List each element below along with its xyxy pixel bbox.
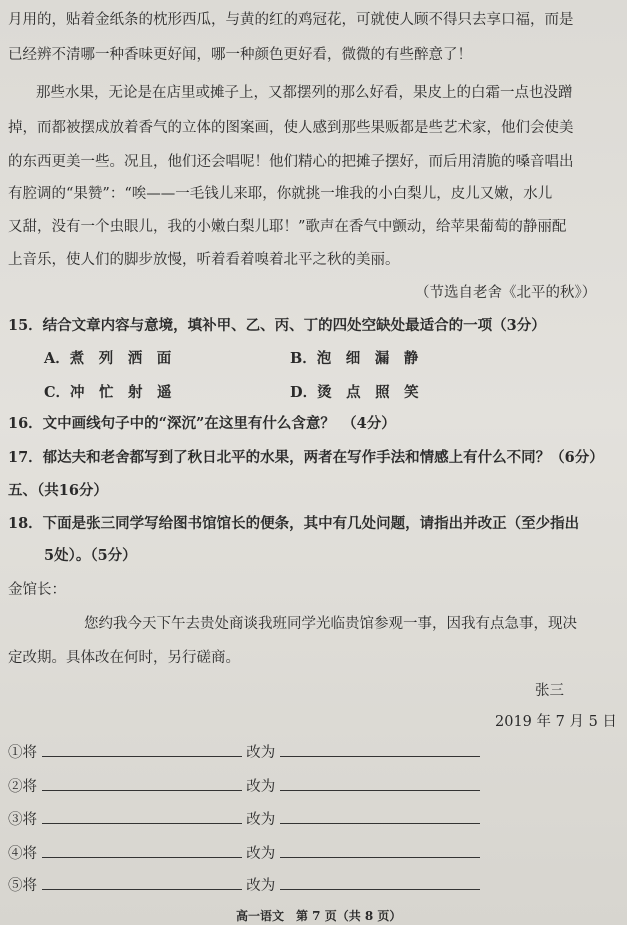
note-salutation: 金馆长： — [8, 582, 66, 598]
answer-blank-original[interactable] — [42, 875, 242, 890]
option-b: B．泡 细 漏 静 — [290, 350, 419, 367]
page-footer: 高一语文 第 7 页（共 8 页） — [236, 909, 402, 923]
answer-row-2 — [8, 776, 480, 797]
passage-line: 月用的，贴着金纸条的枕形西瓜，与黄的红的鸡冠花，可就使人顾不得只去享口福，而是 — [8, 12, 574, 28]
answer-prefix: ②将 — [8, 779, 37, 795]
answer-blank-corrected[interactable] — [280, 742, 480, 757]
answer-mid: 改为 — [246, 878, 276, 894]
passage-line: 上音乐，使人们的脚步放慢，听着看着嗅着北平之秋的美丽。 — [8, 252, 400, 268]
answer-blank-original[interactable] — [42, 809, 242, 824]
passage-line: 已经辨不清哪一种香味更好闻，哪一种颜色更好看，微微的有些醉意了！ — [8, 47, 472, 63]
answer-blank-corrected[interactable] — [280, 843, 480, 858]
question-18-line2: 5处）。（5分） — [44, 547, 137, 564]
answer-blank-original[interactable] — [42, 843, 242, 858]
answer-row-3 — [8, 809, 480, 830]
question-15-stem: 15．结合文章内容与意境，填补甲、乙、丙、丁的四处空缺处最适合的一项（3分） — [8, 317, 546, 334]
answer-row-4 — [8, 843, 480, 864]
answer-row-1 — [8, 742, 480, 763]
option-a: A．煮 列 洒 面 — [44, 350, 172, 367]
answer-prefix: ④将 — [8, 846, 37, 862]
option-d: D．烫 点 照 笑 — [290, 384, 419, 401]
passage-line: 掉，而都被摆成放着香气的立体的图案画，使人感到那些果贩都是些艺术家，他们会使美 — [8, 120, 574, 136]
note-body-line: 您约我今天下午去贵处商谈我班同学光临贵馆参观一事，因我有点急事，现决 — [84, 616, 577, 632]
passage-line: 又甜，没有一个虫眼儿，我的小嫩白梨儿耶！”歌声在香气中颤动，给苹果葡萄的静丽配 — [8, 219, 567, 235]
answer-blank-original[interactable] — [42, 776, 242, 791]
answer-blank-corrected[interactable] — [280, 776, 480, 791]
note-signature: 张三 — [535, 683, 564, 699]
answer-prefix: ①将 — [8, 745, 37, 761]
passage-line: 那些水果，无论是在店里或摊子上，又都摆列的那么好看，果皮上的白霜一点也没蹭 — [36, 85, 573, 101]
question-17: 17．郁达夫和老舍都写到了秋日北平的水果，两者在写作手法和情感上有什么不同？（6分） — [8, 449, 604, 466]
answer-mid: 改为 — [246, 745, 276, 761]
note-body-line: 定改期。具体改在何时，另行磋商。 — [8, 650, 240, 666]
question-16: 16．文中画线句子中的“深沉”在这里有什么含意？ （4分） — [8, 415, 396, 432]
answer-mid: 改为 — [246, 812, 276, 828]
passage-line: 有腔调的“果赞”：“唉——一毛钱儿来耶，你就挑一堆我的小白梨儿，皮儿又嫩，水儿 — [8, 186, 553, 202]
passage-source: （节选自老舍《北平的秋》） — [415, 285, 597, 301]
answer-blank-original[interactable] — [42, 742, 242, 757]
answer-mid: 改为 — [246, 846, 276, 862]
section-five-heading: 五、（共16分） — [8, 482, 108, 499]
option-c: C．冲 忙 射 遥 — [44, 384, 172, 401]
answer-prefix: ⑤将 — [8, 878, 37, 894]
answer-blank-corrected[interactable] — [280, 875, 480, 890]
question-18-line1: 18．下面是张三同学写给图书馆馆长的便条，其中有几处问题，请指出并改正（至少指出 — [8, 515, 580, 532]
note-date: 2019 年 7 月 5 日 — [495, 714, 617, 730]
answer-prefix: ③将 — [8, 812, 37, 828]
answer-mid: 改为 — [246, 779, 276, 795]
answer-row-5 — [8, 875, 480, 896]
answer-blank-corrected[interactable] — [280, 809, 480, 824]
passage-line: 的东西更美一些。况且，他们还会唱呢！他们精心的把摊子摆好，而后用清脆的嗓音唱出 — [8, 154, 574, 170]
